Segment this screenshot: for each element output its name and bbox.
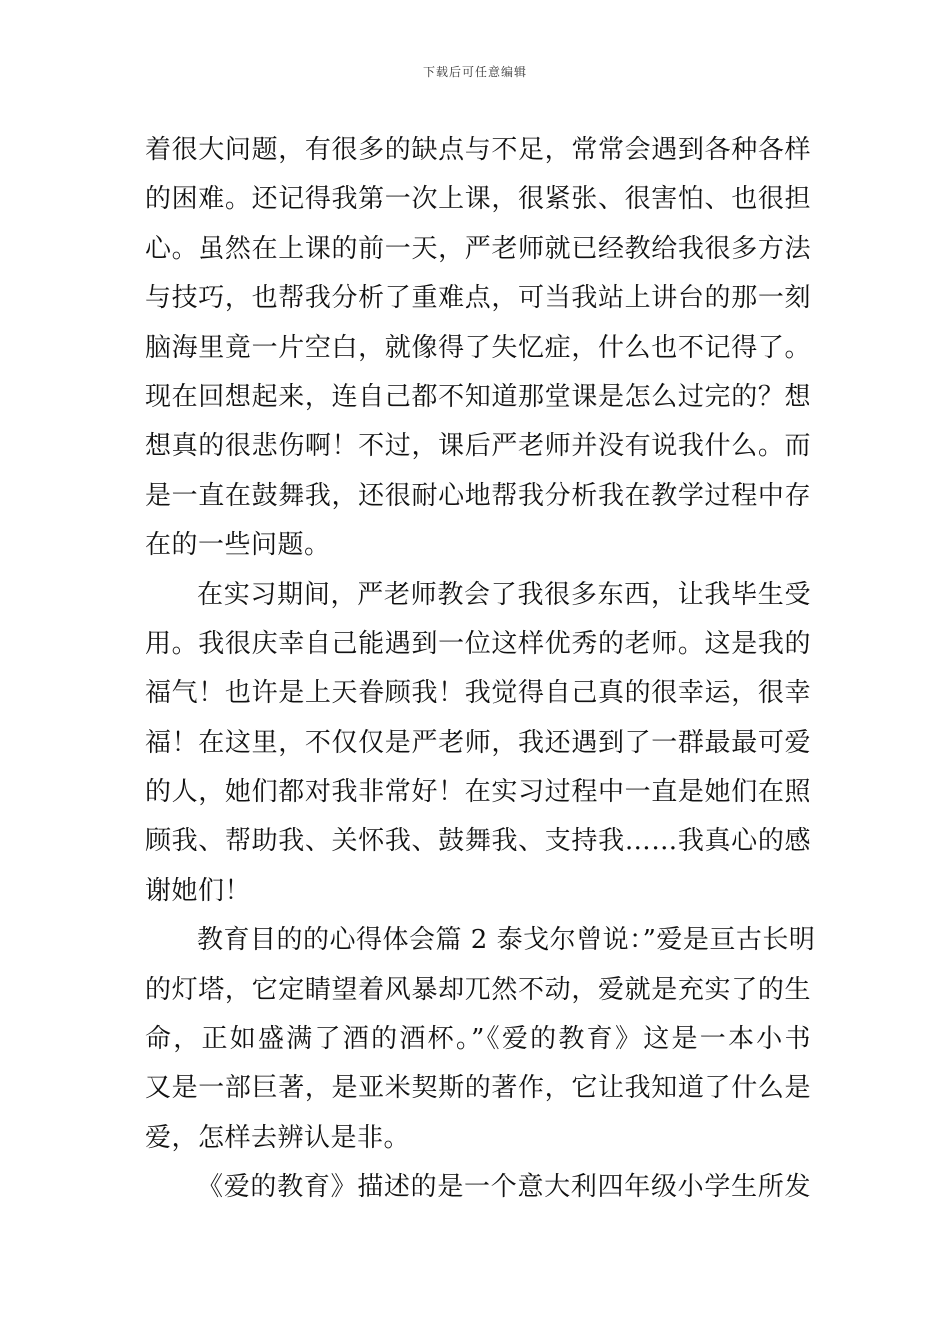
text-line: 福气！也许是上天眷顾我！我觉得自己真的很幸运，很幸 bbox=[145, 678, 811, 709]
page-header: 下载后可任意编辑 bbox=[422, 65, 527, 79]
text-line: 福！在这里，不仅仅是严老师，我还遇到了一群最最可爱 bbox=[145, 727, 811, 758]
text-line: 心。虽然在上课的前一天，严老师就已经教给我很多方法 bbox=[145, 233, 811, 264]
text-line: 是一直在鼓舞我，还很耐心地帮我分析我在教学过程中存 bbox=[145, 480, 811, 511]
text-line: 教育目的的心得体会篇 2 泰戈尔曾说：”爱是亘古长明 bbox=[197, 925, 816, 956]
text-line: 的困难。还记得我第一次上课，很紧张、很害怕、也很担 bbox=[145, 184, 811, 215]
text-line: 在实习期间，严老师教会了我很多东西，让我毕生受 bbox=[197, 579, 811, 610]
text-line: 《爱的教育》描述的是一个意大利四年级小学生所发 bbox=[197, 1172, 811, 1203]
text-line: 用。我很庆幸自己能遇到一位这样优秀的老师。这是我的 bbox=[145, 628, 811, 659]
text-line: 又是一部巨著，是亚米契斯的著作，它让我知道了什么是 bbox=[145, 1073, 811, 1104]
text-line: 想真的很悲伤啊！不过，课后严老师并没有说我什么。而 bbox=[145, 431, 811, 462]
text-line: 顾我、帮助我、关怀我、鼓舞我、支持我……我真心的感 bbox=[145, 826, 811, 857]
text-line: 爱，怎样去辨认是非。 bbox=[145, 1122, 411, 1153]
text-line: 在的一些问题。 bbox=[145, 530, 331, 561]
text-line: 命，正如盛满了酒的酒杯。”《爱的教育》这是一本小书 bbox=[145, 1024, 811, 1055]
text-line: 的灯塔，它定睛望着风暴却兀然不动，爱就是充实了的生 bbox=[145, 974, 811, 1005]
text-line: 现在回想起来，连自己都不知道那堂课是怎么过完的？想 bbox=[145, 381, 811, 412]
body-text bbox=[145, 126, 816, 1213]
text-line: 脑海里竟一片空白，就像得了失忆症，什么也不记得了。 bbox=[145, 332, 811, 363]
text-line: 的人，她们都对我非常好！在实习过程中一直是她们在照 bbox=[145, 777, 811, 808]
text-line: 着很大问题，有很多的缺点与不足，常常会遇到各种各样 bbox=[145, 135, 811, 165]
text-line: 与技巧，也帮我分析了重难点，可当我站上讲台的那一刻 bbox=[145, 283, 811, 314]
text-line: 谢她们！ bbox=[145, 875, 252, 906]
